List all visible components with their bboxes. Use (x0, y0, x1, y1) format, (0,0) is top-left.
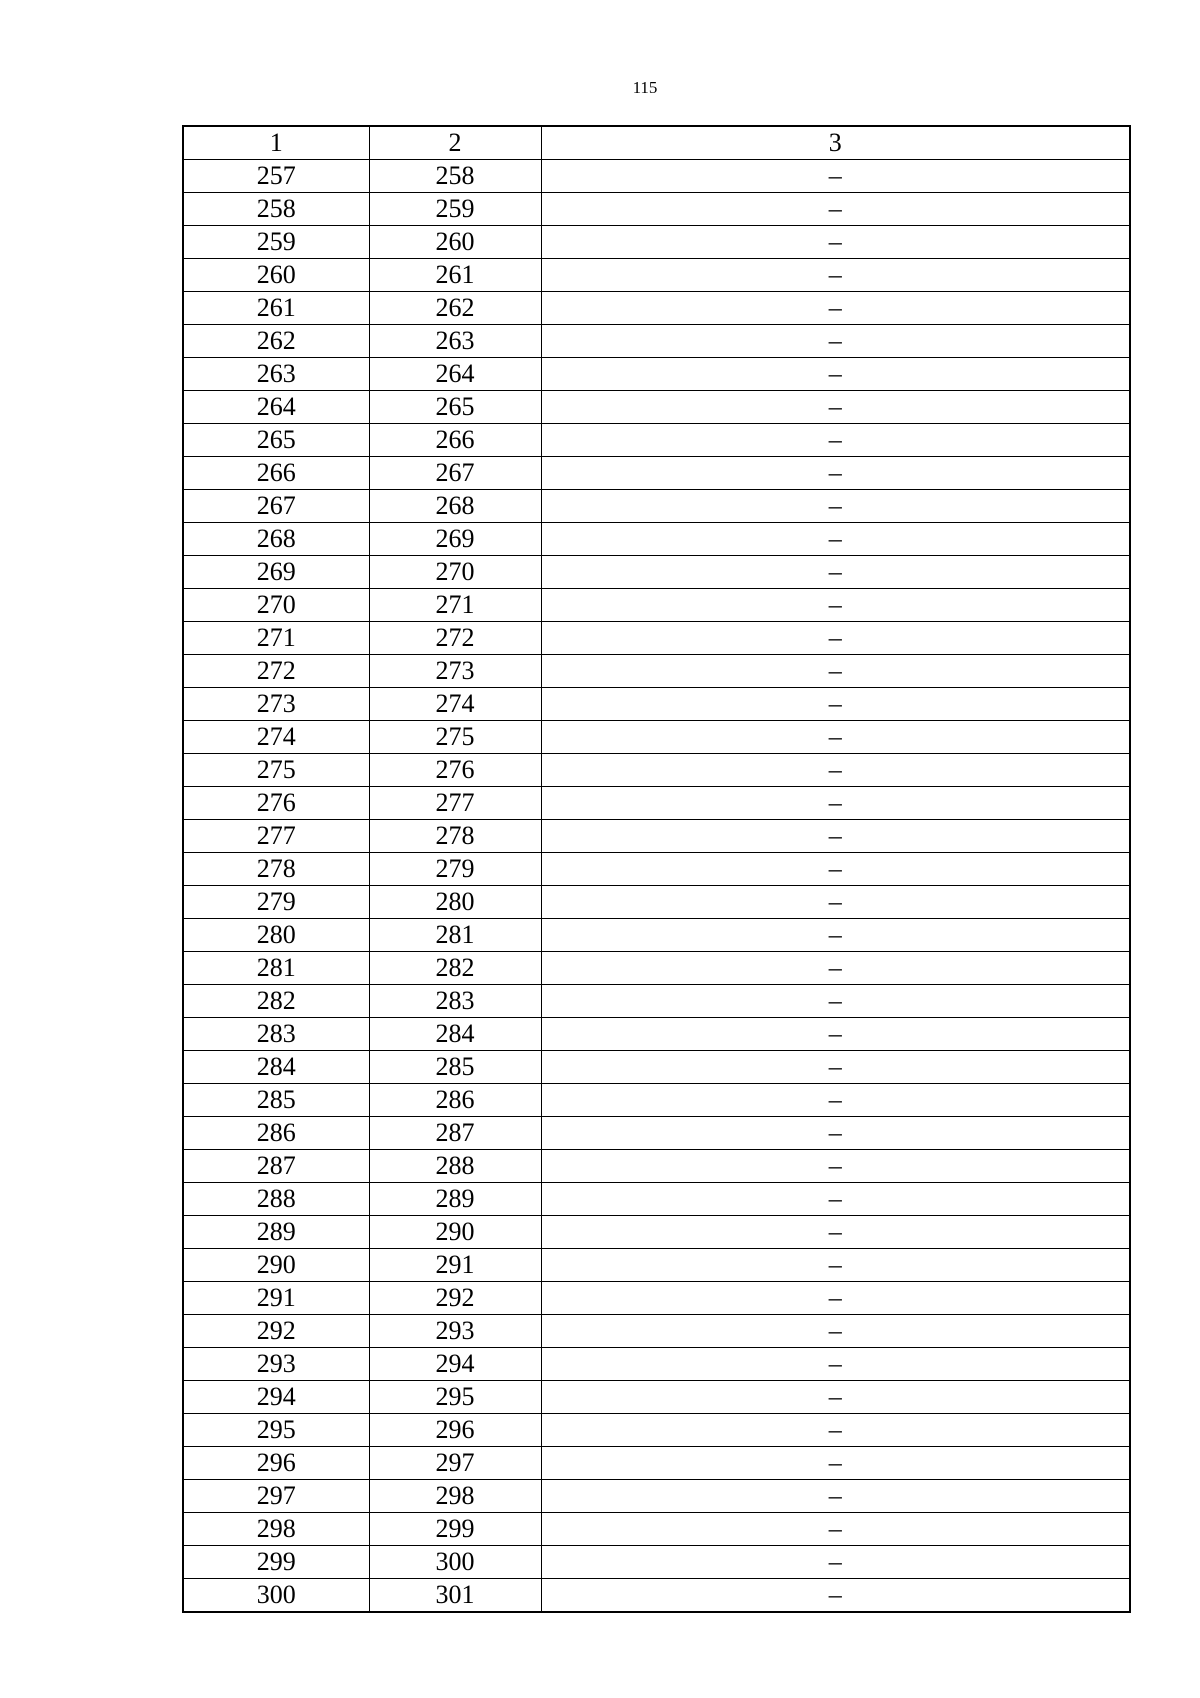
table-cell-col-3: – (541, 787, 1130, 820)
table-row (183, 1480, 1130, 1513)
table-cell-col-3: – (541, 1084, 1130, 1117)
table-cell-col-2: 270 (369, 556, 541, 589)
table-row (183, 721, 1130, 754)
table-row (183, 391, 1130, 424)
table-cell-col-2: 258 (369, 160, 541, 193)
table-cell-col-3: – (541, 1546, 1130, 1579)
table-row (183, 655, 1130, 688)
table-cell-col-3: – (541, 853, 1130, 886)
table-cell-col-1: 285 (183, 1084, 369, 1117)
table-cell-col-1: 263 (183, 358, 369, 391)
table-cell-col-1: 295 (183, 1414, 369, 1447)
page-number: 115 (632, 78, 658, 97)
table-cell-col-3: – (541, 358, 1130, 391)
table-header-row (183, 126, 1130, 160)
table-cell-col-3: – (541, 1414, 1130, 1447)
table-cell-col-2: 277 (369, 787, 541, 820)
table-cell-col-1: 292 (183, 1315, 369, 1348)
table-cell-col-1: 262 (183, 325, 369, 358)
table-cell-col-3: – (541, 1018, 1130, 1051)
table-cell-col-3: – (541, 1249, 1130, 1282)
table-cell-col-2: 260 (369, 226, 541, 259)
table-cell-col-2: 268 (369, 490, 541, 523)
table-cell-col-2: 294 (369, 1348, 541, 1381)
table-cell-col-1: 296 (183, 1447, 369, 1480)
table-cell-col-3: – (541, 1282, 1130, 1315)
table-cell-col-3: – (541, 622, 1130, 655)
table-row (183, 1150, 1130, 1183)
table-cell-col-1: 294 (183, 1381, 369, 1414)
table-cell-col-1: 284 (183, 1051, 369, 1084)
table-cell-col-3: – (541, 556, 1130, 589)
data-table-container (182, 125, 1129, 1613)
table-cell-col-2: 279 (369, 853, 541, 886)
table-row (183, 622, 1130, 655)
table-cell-col-1: 261 (183, 292, 369, 325)
table-cell-col-2: 276 (369, 754, 541, 787)
table-cell-col-1: 282 (183, 985, 369, 1018)
table-row (183, 1018, 1130, 1051)
table-cell-col-3: – (541, 1117, 1130, 1150)
table-row (183, 1183, 1130, 1216)
table-cell-col-2: 298 (369, 1480, 541, 1513)
table-cell-col-1: 289 (183, 1216, 369, 1249)
table-cell-col-3: – (541, 292, 1130, 325)
table-body (183, 160, 1130, 1613)
table-cell-col-3: – (541, 325, 1130, 358)
table-cell-col-2: 285 (369, 1051, 541, 1084)
table-cell-col-1: 271 (183, 622, 369, 655)
table-cell-col-2: 300 (369, 1546, 541, 1579)
table-cell-col-1: 269 (183, 556, 369, 589)
table-cell-col-2: 289 (369, 1183, 541, 1216)
table-cell-col-1: 272 (183, 655, 369, 688)
table-cell-col-1: 257 (183, 160, 369, 193)
table-cell-col-2: 288 (369, 1150, 541, 1183)
table-cell-col-2: 264 (369, 358, 541, 391)
table-cell-col-3: – (541, 1381, 1130, 1414)
column-header-2: 2 (369, 126, 541, 160)
table-cell-col-2: 269 (369, 523, 541, 556)
table-cell-col-2: 291 (369, 1249, 541, 1282)
table-cell-col-3: – (541, 1348, 1130, 1381)
table-cell-col-2: 259 (369, 193, 541, 226)
table-cell-col-2: 297 (369, 1447, 541, 1480)
table-row (183, 820, 1130, 853)
column-header-1: 1 (183, 126, 369, 160)
table-row (183, 556, 1130, 589)
table-cell-col-1: 264 (183, 391, 369, 424)
table-cell-col-1: 270 (183, 589, 369, 622)
table-cell-col-1: 293 (183, 1348, 369, 1381)
table-cell-col-3: – (541, 391, 1130, 424)
table-cell-col-2: 299 (369, 1513, 541, 1546)
table-row (183, 1447, 1130, 1480)
table-cell-col-3: – (541, 1513, 1130, 1546)
table-cell-col-2: 286 (369, 1084, 541, 1117)
table-cell-col-1: 258 (183, 193, 369, 226)
table-cell-col-3: – (541, 919, 1130, 952)
table-cell-col-3: – (541, 952, 1130, 985)
table-cell-col-1: 279 (183, 886, 369, 919)
table-row (183, 457, 1130, 490)
table-row (183, 1117, 1130, 1150)
table-cell-col-3: – (541, 688, 1130, 721)
table-row (183, 226, 1130, 259)
table-cell-col-2: 272 (369, 622, 541, 655)
table-row (183, 1249, 1130, 1282)
table-cell-col-1: 266 (183, 457, 369, 490)
table-row (183, 1216, 1130, 1249)
table-cell-col-3: – (541, 1579, 1130, 1613)
table-cell-col-2: 263 (369, 325, 541, 358)
table-row (183, 490, 1130, 523)
table-cell-col-2: 283 (369, 985, 541, 1018)
table-row (183, 259, 1130, 292)
table-cell-col-1: 288 (183, 1183, 369, 1216)
table-row (183, 1381, 1130, 1414)
table-cell-col-1: 274 (183, 721, 369, 754)
table-row (183, 160, 1130, 193)
table-cell-col-3: – (541, 1315, 1130, 1348)
table-cell-col-3: – (541, 1447, 1130, 1480)
table-cell-col-3: – (541, 886, 1130, 919)
table-cell-col-3: – (541, 160, 1130, 193)
table-cell-col-2: 274 (369, 688, 541, 721)
table-cell-col-1: 290 (183, 1249, 369, 1282)
table-cell-col-1: 298 (183, 1513, 369, 1546)
table-cell-col-1: 281 (183, 952, 369, 985)
table-row (183, 1051, 1130, 1084)
table-cell-col-3: – (541, 655, 1130, 688)
table-cell-col-1: 277 (183, 820, 369, 853)
table-row (183, 919, 1130, 952)
table-cell-col-3: – (541, 721, 1130, 754)
table-cell-col-2: 266 (369, 424, 541, 457)
table-cell-col-2: 293 (369, 1315, 541, 1348)
table-cell-col-3: – (541, 589, 1130, 622)
table-cell-col-3: – (541, 1480, 1130, 1513)
table-cell-col-1: 287 (183, 1150, 369, 1183)
table-cell-col-2: 271 (369, 589, 541, 622)
table-cell-col-1: 268 (183, 523, 369, 556)
table-cell-col-3: – (541, 1051, 1130, 1084)
table-row (183, 1414, 1130, 1447)
table-cell-col-1: 259 (183, 226, 369, 259)
data-table (182, 125, 1131, 1613)
table-cell-col-2: 284 (369, 1018, 541, 1051)
table-row (183, 358, 1130, 391)
table-row (183, 787, 1130, 820)
table-cell-col-2: 290 (369, 1216, 541, 1249)
table-cell-col-1: 300 (183, 1579, 369, 1613)
table-cell-col-2: 265 (369, 391, 541, 424)
table-cell-col-3: – (541, 754, 1130, 787)
table-cell-col-3: – (541, 1216, 1130, 1249)
table-cell-col-2: 261 (369, 259, 541, 292)
table-cell-col-2: 282 (369, 952, 541, 985)
table-cell-col-2: 287 (369, 1117, 541, 1150)
table-row (183, 985, 1130, 1018)
table-cell-col-1: 299 (183, 1546, 369, 1579)
table-row (183, 1513, 1130, 1546)
table-cell-col-1: 275 (183, 754, 369, 787)
table-cell-col-3: – (541, 490, 1130, 523)
table-row (183, 886, 1130, 919)
table-row (183, 325, 1130, 358)
table-row (183, 1546, 1130, 1579)
table-row (183, 424, 1130, 457)
table-cell-col-2: 262 (369, 292, 541, 325)
table-cell-col-1: 260 (183, 259, 369, 292)
table-cell-col-1: 291 (183, 1282, 369, 1315)
table-row (183, 1579, 1130, 1613)
table-cell-col-1: 267 (183, 490, 369, 523)
table-row (183, 754, 1130, 787)
table-cell-col-1: 276 (183, 787, 369, 820)
table-row (183, 688, 1130, 721)
table-row (183, 952, 1130, 985)
table-cell-col-3: – (541, 457, 1130, 490)
table-cell-col-1: 273 (183, 688, 369, 721)
table-cell-col-2: 292 (369, 1282, 541, 1315)
table-cell-col-2: 281 (369, 919, 541, 952)
table-cell-col-3: – (541, 1183, 1130, 1216)
table-cell-col-1: 280 (183, 919, 369, 952)
table-row (183, 1348, 1130, 1381)
table-row (183, 853, 1130, 886)
table-cell-col-2: 280 (369, 886, 541, 919)
table-cell-col-1: 297 (183, 1480, 369, 1513)
column-header-3: 3 (541, 126, 1130, 160)
table-cell-col-3: – (541, 424, 1130, 457)
table-row (183, 1084, 1130, 1117)
table-row (183, 523, 1130, 556)
table-row (183, 193, 1130, 226)
table-cell-col-2: 301 (369, 1579, 541, 1613)
table-row (183, 1282, 1130, 1315)
table-cell-col-2: 273 (369, 655, 541, 688)
table-cell-col-3: – (541, 523, 1130, 556)
table-cell-col-3: – (541, 820, 1130, 853)
table-row (183, 589, 1130, 622)
table-cell-col-2: 267 (369, 457, 541, 490)
table-cell-col-3: – (541, 1150, 1130, 1183)
table-cell-col-2: 275 (369, 721, 541, 754)
table-cell-col-2: 295 (369, 1381, 541, 1414)
table-cell-col-3: – (541, 985, 1130, 1018)
table-row (183, 292, 1130, 325)
table-cell-col-1: 265 (183, 424, 369, 457)
table-cell-col-3: – (541, 193, 1130, 226)
table-cell-col-1: 286 (183, 1117, 369, 1150)
table-cell-col-3: – (541, 259, 1130, 292)
table-cell-col-1: 283 (183, 1018, 369, 1051)
table-cell-col-2: 278 (369, 820, 541, 853)
table-cell-col-3: – (541, 226, 1130, 259)
table-row (183, 1315, 1130, 1348)
table-cell-col-1: 278 (183, 853, 369, 886)
table-cell-col-2: 296 (369, 1414, 541, 1447)
